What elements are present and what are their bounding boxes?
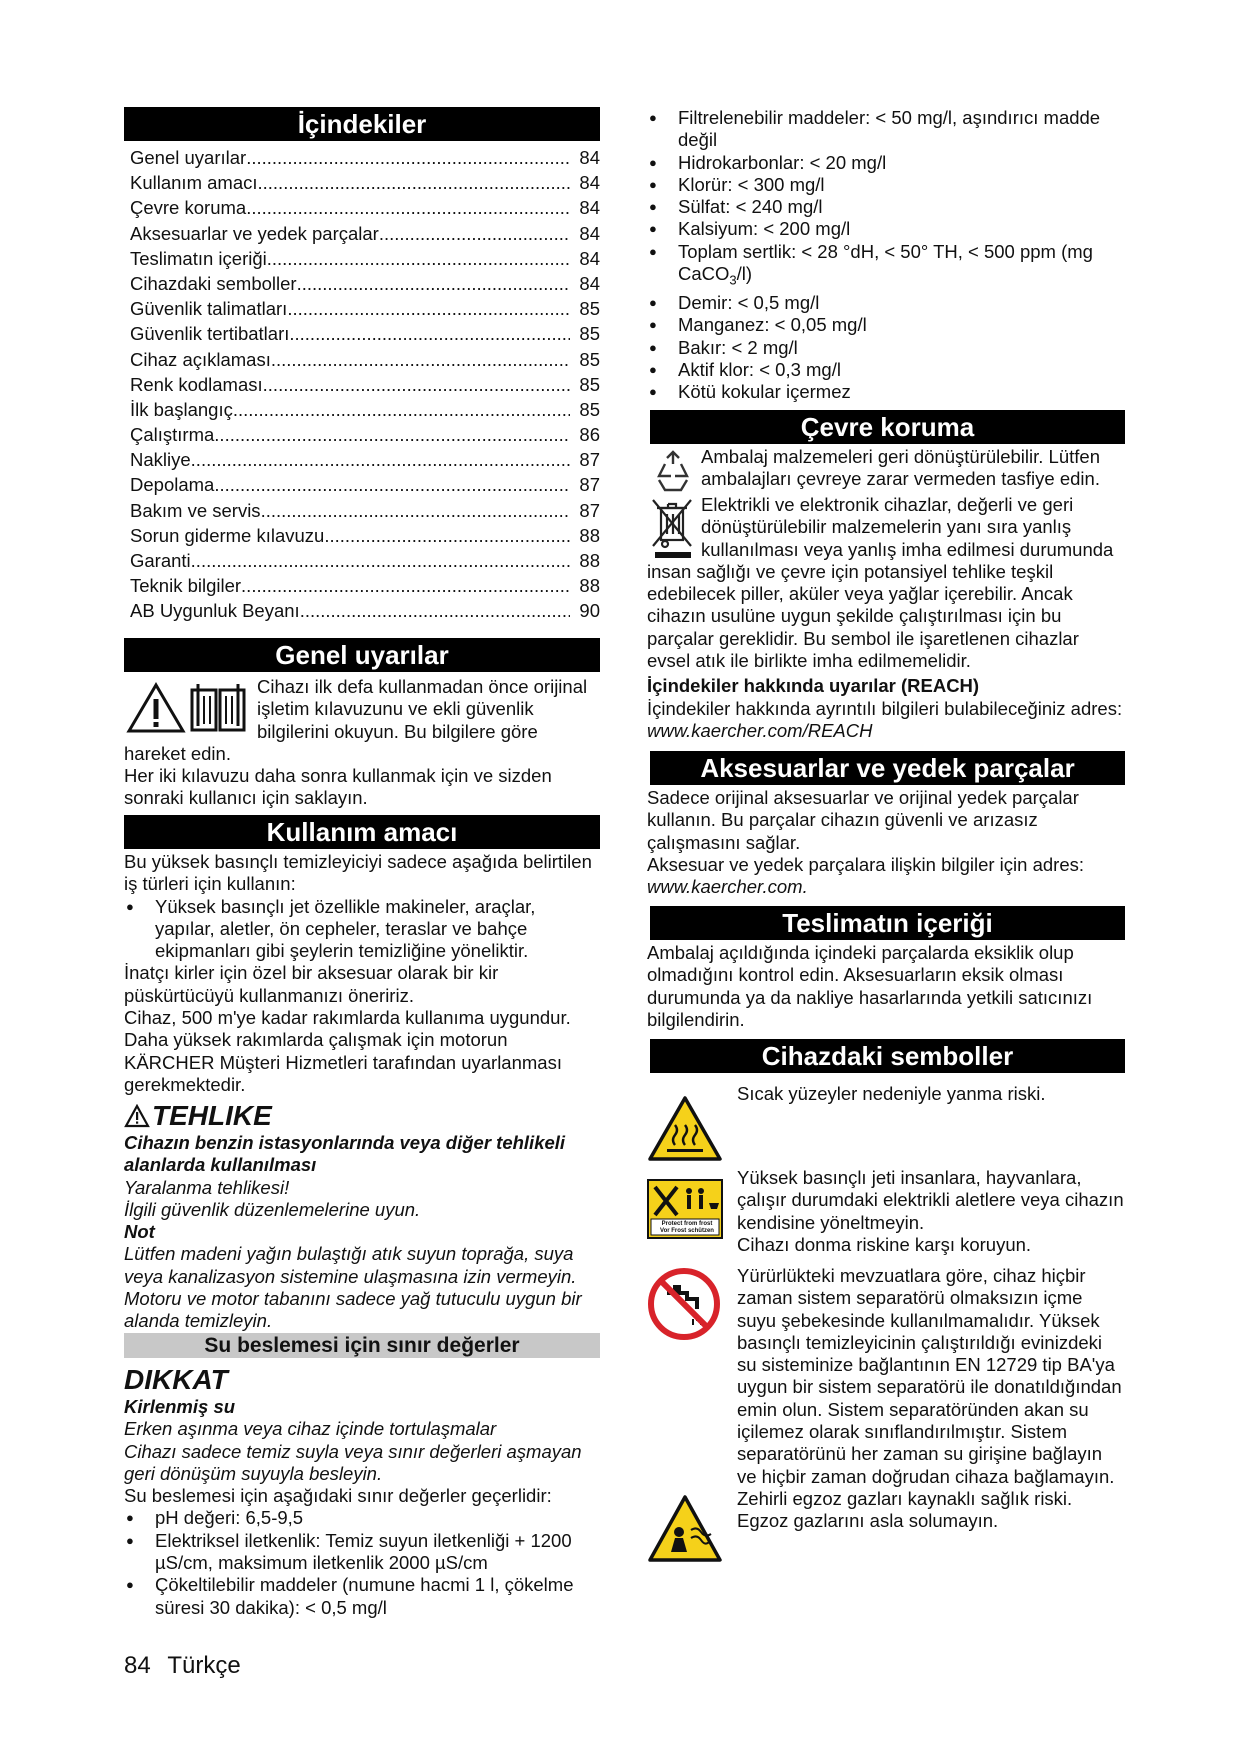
water-limit-item: ● Aktif klor: < 0,3 mg/l — [647, 359, 1125, 381]
toc-leader-dots — [246, 195, 570, 220]
crossed-bin-icon — [651, 496, 695, 560]
accessories-url-link[interactable]: www.kaercher.com. — [647, 876, 808, 898]
toc-entry-page: 86 — [579, 424, 600, 446]
water-intro: Su beslemesi için aşağıdaki sınır değerler geçerlidir: — [124, 1485, 552, 1507]
toc-entry-title: Cihazdaki semboller — [130, 272, 297, 294]
toc-entry-title: Aksesuarlar ve yedek parçalar — [130, 222, 379, 244]
toc-leader-dots — [246, 145, 570, 170]
toc-leader-dots — [214, 472, 570, 497]
toc-leader-dots — [271, 347, 570, 372]
toc-entry-title: Garanti — [130, 550, 191, 571]
frost-label — [653, 1221, 721, 1235]
symbols-heading: Cihazdaki semboller — [650, 1039, 1125, 1073]
delivery-heading: Teslimatın içeriği — [650, 906, 1125, 940]
toc-entry-page: 84 — [579, 197, 600, 219]
purpose-intro: Bu yüksek basınçlı temizleyiciyi sadece aşağıda belirtilen iş türleri için kullanın: — [124, 851, 592, 895]
symbol-hot-text: Sıcak yüzeyler nedeniyle yanma riski. — [737, 1083, 1046, 1104]
symbol-frost-text: Cihazı donma riskine karşı koruyun. — [737, 1233, 1032, 1255]
toc-entry[interactable] — [124, 221, 600, 246]
accessories-paragraph-1: Sadece orijinal aksesuarlar ve orijinal yedek parçalar kullanın. Bu parçalar cihazın güvenli ve arızasız çalışmasını sağlar. — [647, 787, 1079, 853]
water-limit-item: ● Filtrelenebilir maddeler: < 50 mg/l, aşındırıcı madde değil — [647, 107, 1125, 152]
caution-title: Kirlenmiş su — [124, 1396, 236, 1417]
toc-entry-page: 84 — [579, 247, 600, 269]
water-limit-item: ● Kalsiyum: < 200 mg/l — [647, 218, 1125, 240]
water-limit-item: ● Demir: < 0,5 mg/l — [647, 292, 1125, 314]
toc-entry[interactable] — [124, 321, 600, 346]
toc-entry[interactable] — [124, 573, 600, 598]
general-section — [124, 638, 600, 810]
toc-entry-page: 85 — [579, 398, 600, 420]
environment-paragraph-1: Ambalaj malzemeleri geri dönüştürülebilir. Lütfen ambalajları çevreye zarar vermeden tasfiye edin. — [701, 446, 1100, 490]
water-limits-right — [647, 107, 1125, 404]
toc-leader-dots — [214, 422, 570, 447]
general-keep: Her iki kılavuzu daha sonra kullanmak için ve sizden sonraki kullanıcı için saklayın. — [124, 765, 552, 809]
hot-surface-icon — [647, 1095, 723, 1163]
toc-leader-dots — [287, 296, 570, 321]
water-limit-item: ● Çökeltilebilir maddeler (numune hacmi 1 l, çökelme süresi 30 dakika): < 0,5 mg/l — [124, 1574, 600, 1619]
hardness-text: Toplam sertlik: < 28 °dH, < 50° TH, < 500 ppm (mg CaCO — [678, 240, 1093, 285]
toc-leader-dots — [258, 170, 571, 195]
water-limit-item: ● Hidrokarbonlar: < 20 mg/l — [647, 152, 1125, 174]
toc-entry-page: 85 — [579, 373, 600, 395]
toc-entry[interactable] — [124, 296, 600, 321]
note-text: Lütfen madeni yağın bulaştığı atık suyun toprağa, suya veya kanalizasyon sistemine ulaşmasına izin vermeyin. Motoru ve motor tabanını sadece yağ tutuculu uygun bir alanda temizleyin. — [124, 1243, 582, 1332]
toc-entry-title: Çevre koruma — [130, 197, 247, 219]
toc-leader-dots — [289, 321, 570, 346]
toc-entry[interactable] — [124, 271, 600, 296]
frost-label-en: Protect from frost — [661, 1221, 713, 1227]
toc-entry[interactable] — [124, 347, 600, 372]
warning-triangle-icon — [126, 682, 186, 734]
delivery-paragraph: Ambalaj açıldığında içindeki parçalarda eksiklik olup olmadığını kontrol edin. Aksesuarların eksik olması durumunda ya da nakliye hasarlarında yetkili satıcınızı bilgilendirin. — [647, 942, 1093, 1030]
toc-entry[interactable] — [124, 195, 600, 220]
accessories-paragraph-2: Aksesuar ve yedek parçalara ilişkin bilgiler için adres: — [647, 853, 1084, 875]
toc-entry[interactable] — [124, 246, 600, 271]
danger-section — [124, 1100, 600, 1333]
footer-language: Türkçe — [167, 1652, 241, 1679]
water-limit-item-hardness — [647, 241, 1125, 292]
water-limit-item: ● Bakır: < 2 mg/l — [647, 337, 1125, 359]
reach-url-link[interactable]: www.kaercher.com/REACH — [647, 719, 873, 741]
toc-entry[interactable] — [124, 170, 600, 195]
water-limit-item: ● Sülfat: < 240 mg/l — [647, 196, 1125, 218]
environment-section — [647, 410, 1125, 742]
toc-leader-dots — [297, 271, 570, 296]
toc-leader-dots — [261, 498, 570, 523]
danger-risk: Yaralanma tehlikesi! — [124, 1176, 290, 1198]
toc-leader-dots — [300, 598, 570, 623]
danger-heading-text: TEHLIKE — [152, 1100, 272, 1131]
manual-book-icon — [188, 680, 248, 734]
general-icons — [124, 676, 257, 742]
toc-entry-page: 85 — [579, 298, 600, 320]
toc-entry-page: 85 — [579, 348, 600, 370]
toc-entry-title: AB Uygunluk Beyanı — [130, 600, 300, 622]
toc-entry[interactable] — [124, 145, 600, 170]
toc-entry[interactable] — [124, 598, 600, 623]
reach-paragraph — [647, 698, 1125, 743]
toc-entry-title: Depolama — [130, 474, 215, 496]
purpose-heading: Kullanım amacı — [124, 815, 600, 849]
purpose-paragraph-2: İnatçı kirler için özel bir aksesuar olarak bir kir püskürtücüyü kullanmanızı öneririz. — [124, 962, 499, 1006]
toc-entry-title: Sorun giderme kılavuzu — [130, 524, 325, 546]
note-label: Not — [124, 1221, 155, 1243]
toc-entry-page: 90 — [579, 600, 600, 622]
general-intro: Cihazı ilk defa kullanmadan önce orijinal işletim kılavuzunu ve ekli güvenlik bilgilerini okuyun. Bu bilgilere göre hareket edin. — [124, 676, 588, 764]
toc-entry-page: 88 — [579, 575, 600, 597]
reach-title: İçindekiler hakkında uyarılar (REACH) — [647, 675, 980, 697]
purpose-paragraph-3: Cihaz, 500 m'ye kadar rakımlarda kullanıma uygundur. Daha yüksek rakımlarda çalışmak için motorun KÄRCHER Müşteri Hizmetleri tarafından uyarlanması gerekmektedir. — [124, 1007, 571, 1095]
toc-entry[interactable] — [124, 548, 600, 573]
toc-entry[interactable] — [124, 523, 600, 548]
toc-entry-title: Renk kodlaması — [130, 373, 263, 395]
toc-entry-title: Nakliye — [130, 449, 191, 471]
symbol-exhaust-text-1: Zehirli egzoz gazları kaynaklı sağlık riski. — [737, 1487, 1073, 1509]
environment-paragraph-2: Elektrikli ve elektronik cihazlar, değerli ve geri dönüştürülebilir malzemelerin yanı sıra yanlış kullanılması veya yanlış imha edilmesi durumunda insan sağlığı ve çevre için potansiyel tehlike teşkil edebilecek piller, aküler veya yağlar içerebilir. Ancak cihazın usulüne uygun şekilde çalıştırılması için bu parçalar gereklidir. Bu sembol ile işaretlenen cihazlar evsel atık ile birlikte imha edilmemelidir. — [647, 494, 1114, 672]
water-limit-item: ● Kötü kokular içermez — [647, 381, 1125, 403]
water-limit-item: ● Klorür: < 300 mg/l — [647, 174, 1125, 196]
toc-entry-title: Teslimatın içeriği — [130, 247, 267, 269]
toc-list — [124, 145, 600, 624]
toc-leader-dots — [233, 397, 570, 422]
danger-triangle-icon — [124, 1104, 150, 1128]
toc-entry-title: İlk başlangıç — [130, 398, 233, 420]
toc-entry-title: Güvenlik tertibatları — [130, 323, 290, 345]
toc-entry-page: 84 — [579, 147, 600, 168]
water-section — [124, 1333, 600, 1619]
water-limit-item: ● pH değeri: 6,5-9,5 — [124, 1507, 600, 1529]
toc-leader-dots — [379, 221, 570, 246]
reach-text: İçindekiler hakkında ayrıntılı bilgileri bulabileceğiniz adres: — [647, 697, 1123, 719]
page-footer — [124, 1652, 241, 1680]
water-limits-left — [124, 1507, 600, 1618]
hardness-end: /l) — [736, 263, 753, 285]
environment-heading: Çevre koruma — [650, 410, 1125, 444]
danger-title: Cihazın benzin istasyonlarında veya diğer tehlikeli alanlarda kullanılması — [124, 1132, 566, 1176]
purpose-bullet: ● Yüksek basınçlı jet özellikle makineler, araçlar, yapılar, aletler, ön cepheler, teraslar ve bahçe ekipmanları gibi şeylerin temizliğine yöneliktir. — [124, 896, 600, 963]
toc-entry-page: 87 — [579, 474, 600, 496]
toc-entry-page: 88 — [579, 550, 600, 571]
symbols-section — [647, 1039, 1125, 1569]
symbol-jet-text: Yüksek basınçlı jeti insanlara, hayvanlara, çalışır durumdaki elektrikli aletlere veya cihazın kendisine yöneltmeyin. — [737, 1167, 1124, 1233]
toc-entry-title: Teknik bilgiler — [130, 575, 242, 597]
caution-heading: DIKKAT — [124, 1364, 228, 1395]
frost-label-de: Vor Frost schützen — [660, 1228, 714, 1234]
toc-entry-page: 84 — [579, 222, 600, 244]
water-heading: Su beslemesi için sınır değerler — [124, 1333, 600, 1358]
toc-entry-title: Cihaz açıklaması — [130, 348, 271, 370]
toc-leader-dots — [191, 447, 570, 472]
toc-leader-dots — [324, 523, 570, 548]
caution-action: Cihazı sadece temiz suyla veya sınır değerleri aşmayan geri dönüşüm suyuyla besleyin. — [124, 1440, 582, 1484]
no-drinking-water-connection-icon — [647, 1267, 721, 1341]
accessories-heading: Aksesuarlar ve yedek parçalar — [650, 751, 1125, 785]
toc-entry-title: Çalıştırma — [130, 424, 215, 446]
danger-heading — [124, 1100, 600, 1132]
hardness-subscript: 3 — [729, 272, 737, 288]
danger-action: İlgili güvenlik düzenlemelerine uyun. — [124, 1198, 421, 1220]
accessories-section — [647, 751, 1125, 898]
recycling-icon — [651, 450, 695, 494]
toc-entry-title: Kullanım amacı — [130, 172, 258, 194]
toc-entry[interactable] — [124, 372, 600, 397]
toc-entry-page: 84 — [579, 172, 600, 194]
general-heading: Genel uyarılar — [124, 638, 600, 672]
toc-entry[interactable] — [124, 472, 600, 497]
delivery-section — [647, 906, 1125, 1031]
toc-heading: İçindekiler — [124, 107, 600, 141]
water-limit-item: ● Manganez: < 0,05 mg/l — [647, 314, 1125, 336]
toc-entry[interactable] — [124, 422, 600, 447]
page-number: 84 — [124, 1652, 151, 1679]
toc-entry-page: 88 — [579, 524, 600, 546]
toc-leader-dots — [263, 372, 570, 397]
toc-entry-page: 87 — [579, 499, 600, 521]
toc-entry-page: 84 — [579, 272, 600, 294]
toc-entry-title: Güvenlik talimatları — [130, 298, 288, 320]
toc-entry-page: 87 — [579, 449, 600, 471]
caution-risk: Erken aşınma veya cihaz içinde tortulaşmalar — [124, 1418, 497, 1440]
toc-leader-dots — [267, 246, 570, 271]
toc-entry[interactable] — [124, 397, 600, 422]
symbol-separator-text: Yürürlükteki mevzuatlara göre, cihaz hiçbir zaman sistem separatörü olmaksızın içme suyu şebekesinde kullanılmamalıdır. Yüksek basınçlı temizleyicinin çalıştırıldığı evinizdeki su sisteminize bağlantının EN 12729 tip BA'ya uygun bir sistem separatörü ile donatıldığından emin olun. Sistem separatöründen akan su içilemez olarak sınıflandırılmıştır. Sistem separatörünü her zaman su girişine bağlayın ve hiçbir zaman doğrudan cihaza bağlamayın. — [737, 1265, 1122, 1487]
toc-entry[interactable] — [124, 447, 600, 472]
toc-entry-title: Bakım ve servis — [130, 499, 261, 521]
toc-entry[interactable] — [124, 498, 600, 523]
toc-entry-page: 85 — [579, 323, 600, 345]
toc-entry-title: Genel uyarılar — [130, 147, 247, 168]
water-limit-item: ● Elektriksel iletkenlik: Temiz suyun iletkenliği + 1200 µS/cm, maksimum iletkenlik 2000 µS/cm — [124, 1530, 600, 1575]
toxic-exhaust-icon — [647, 1494, 723, 1564]
purpose-section — [124, 815, 600, 1096]
symbol-exhaust-text-2: Egzoz gazlarını asla solumayın. — [737, 1510, 999, 1532]
toc-leader-dots — [241, 573, 570, 598]
toc-leader-dots — [191, 548, 570, 573]
